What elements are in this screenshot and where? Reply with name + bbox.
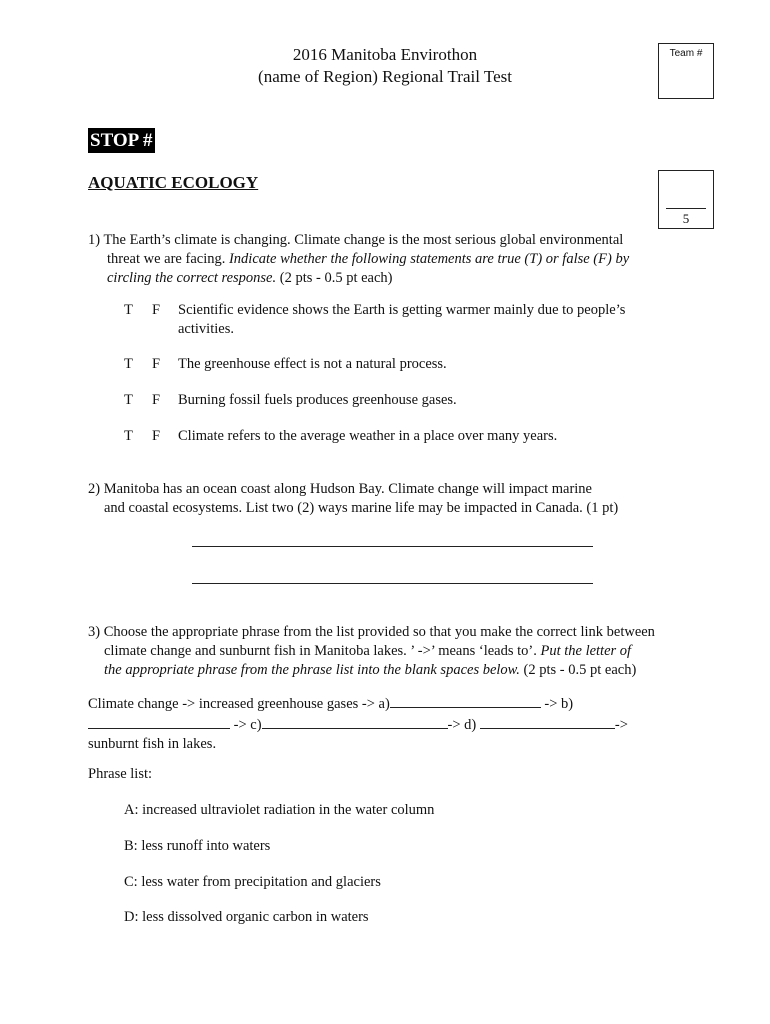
q1-line2-instruction: Indicate whether the following statements are true (T) or false (F) by xyxy=(228,251,630,267)
tf-row-4 xyxy=(124,427,684,446)
header-subtitle: (name of Region) Regional Trail Test xyxy=(258,67,512,86)
tf-row-3 xyxy=(124,391,684,410)
q3-line2-instruction: Put the letter of xyxy=(540,643,632,659)
score-total: 5 xyxy=(682,211,690,226)
chain-start: Climate change -> increased greenhouse gases -> a) xyxy=(88,696,390,712)
arrow-c: -> c) xyxy=(230,717,262,733)
link-chain xyxy=(88,693,688,754)
q1-line3 xyxy=(88,269,668,288)
q1-line1: 1) The Earth’s climate is changing. Climate change is the most serious global environmental xyxy=(88,232,624,248)
phrase-item: B: less runoff into waters xyxy=(124,838,271,854)
phrase-item: D: less dissolved organic carbon in waters xyxy=(124,909,369,925)
q1-line2-plain: threat we are facing. xyxy=(107,251,229,267)
q3-line2 xyxy=(88,642,688,661)
blank-c[interactable] xyxy=(262,714,448,729)
tf-row-2 xyxy=(124,355,684,374)
true-option[interactable]: T xyxy=(124,392,133,408)
answer-line-1[interactable] xyxy=(192,546,593,547)
q3-points: (2 pts - 0.5 pt each) xyxy=(519,662,637,678)
false-option[interactable]: F xyxy=(152,428,161,444)
question-3 xyxy=(88,623,688,680)
q1-line3-instruction: circling the correct response. xyxy=(107,270,277,286)
chain-line-2 xyxy=(88,714,688,735)
answer-line-2[interactable] xyxy=(192,583,593,584)
phrase-item: C: less water from precipitation and glaciers xyxy=(124,874,381,890)
true-option[interactable]: T xyxy=(124,356,133,372)
phrase-item: A: increased ultraviolet radiation in the water column xyxy=(124,802,435,818)
question-2 xyxy=(88,480,668,518)
header-title: 2016 Manitoba Envirothon xyxy=(292,45,478,64)
q3-line1: 3) Choose the appropriate phrase from the list provided so that you make the correct link between xyxy=(88,624,655,640)
chain-line-1 xyxy=(88,693,688,714)
true-option[interactable]: T xyxy=(124,302,133,318)
arrow-d: -> d) xyxy=(447,717,480,733)
arrow-end: -> xyxy=(614,717,628,733)
tf-statement: Climate refers to the average weather in a place over many years. xyxy=(178,428,558,444)
tf-statement: Burning fossil fuels produces greenhouse gases. xyxy=(178,392,457,408)
score-box[interactable] xyxy=(658,170,714,229)
question-1 xyxy=(88,231,668,288)
false-option[interactable]: F xyxy=(152,392,161,408)
arrow-b: -> b) xyxy=(540,696,574,712)
q3-line2-plain: climate change and sunburnt fish in Manitoba lakes. ’ ->’ means ‘leads to’. xyxy=(104,643,541,659)
chain-end: sunburnt fish in lakes. xyxy=(88,736,217,752)
blank-a[interactable] xyxy=(390,693,541,708)
phrase-list-heading: Phrase list: xyxy=(88,766,153,782)
document-header xyxy=(0,44,770,88)
q3-line3 xyxy=(88,661,688,680)
q3-line3-instruction: the appropriate phrase from the phrase list into the blank spaces below. xyxy=(104,662,520,678)
false-option[interactable]: F xyxy=(152,302,161,318)
score-line xyxy=(666,208,706,209)
team-label: Team # xyxy=(669,48,703,59)
tf-row-1 xyxy=(124,301,684,339)
blank-b[interactable] xyxy=(88,714,230,729)
false-option[interactable]: F xyxy=(152,356,161,372)
section-title: AQUATIC ECOLOGY xyxy=(88,173,259,192)
stop-label: STOP # xyxy=(88,128,155,153)
q2-line1: 2) Manitoba has an ocean coast along Hudson Bay. Climate change will impact marine xyxy=(88,481,592,497)
q2-line2: and coastal ecosystems. List two (2) ways marine life may be impacted in Canada. (1 pt) xyxy=(104,500,619,516)
q1-points: (2 pts - 0.5 pt each) xyxy=(276,270,393,286)
team-number-box[interactable] xyxy=(658,43,714,99)
q1-line2 xyxy=(88,250,668,269)
blank-d[interactable] xyxy=(480,714,615,729)
tf-statement: The greenhouse effect is not a natural process. xyxy=(178,356,447,372)
tf-statement: Scientific evidence shows the Earth is getting warmer mainly due to people’s activities. xyxy=(178,302,626,337)
true-option[interactable]: T xyxy=(124,428,133,444)
